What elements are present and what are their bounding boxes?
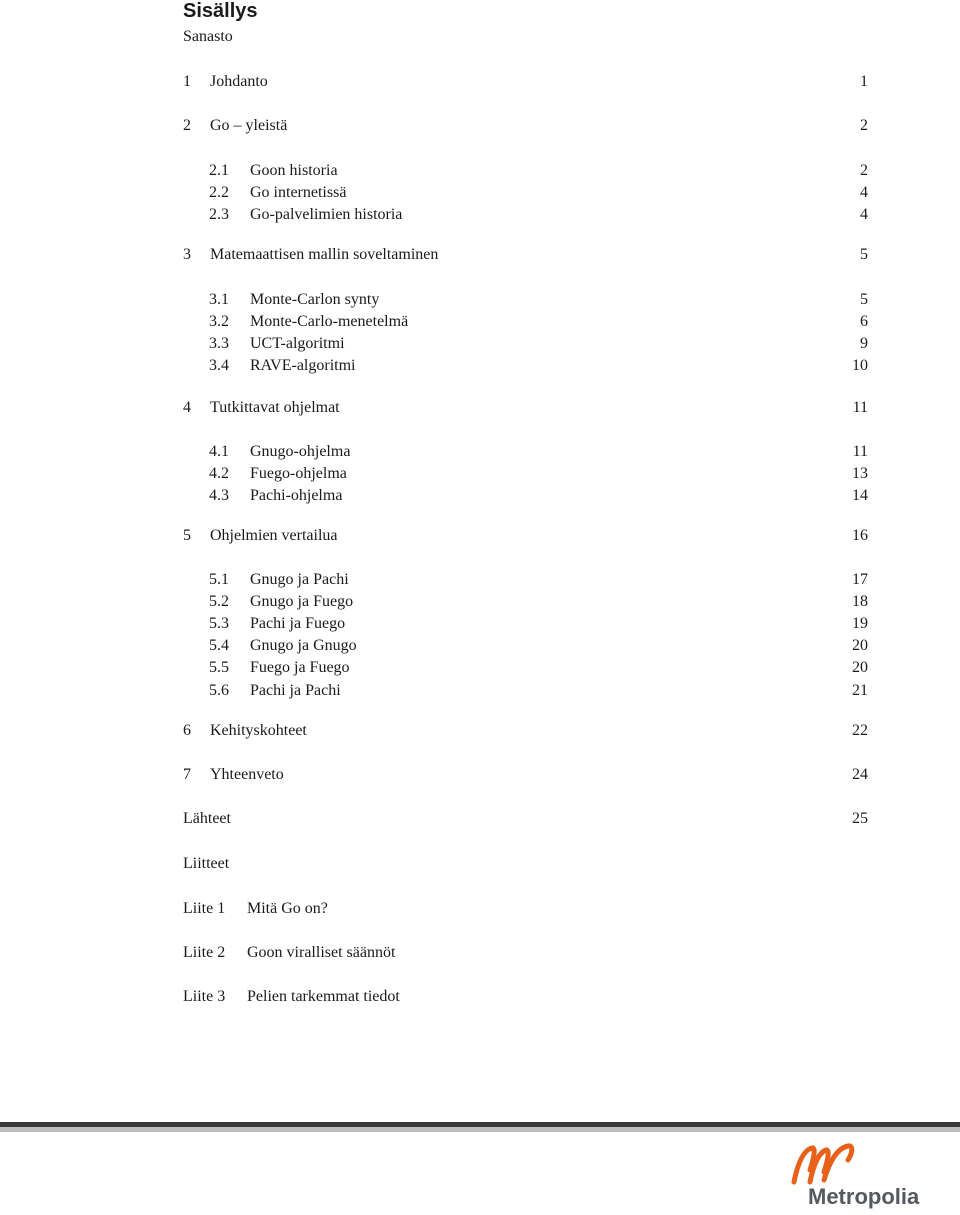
toc-entry-title: Yhteenveto (210, 766, 284, 783)
toc-entry-number: 5.2 (209, 593, 229, 610)
toc-entry-title: Pachi ja Pachi (250, 682, 341, 699)
toc-entry-number: 5.4 (209, 637, 229, 654)
toc-entry-number: 4.2 (209, 465, 229, 482)
toc-entry-number: 4 (183, 399, 191, 416)
toc-entry-title: Tutkittavat ohjelmat (210, 399, 340, 416)
toc-entry-title: Monte-Carlo-menetelmä (250, 313, 409, 330)
toc-entry-title: RAVE-algoritmi (250, 357, 356, 374)
toc-entry-page: 5 (860, 246, 868, 263)
toc-entry-page: 11 (852, 443, 868, 460)
toc-entry-title: Fuego-ohjelma (250, 465, 347, 482)
toc-entry-title: Go – yleistä (210, 117, 288, 134)
toc-entry-title: Go-palvelimien historia (250, 206, 403, 223)
toc-entry-page: 16 (852, 527, 868, 544)
toc-entry-number: Liite 1 (183, 900, 226, 917)
toc-entry-title: UCT-algoritmi (250, 335, 345, 352)
toc-entry-number: 6 (183, 722, 191, 739)
toc-entry-page: 6 (860, 313, 868, 330)
toc-entry-title: Matemaattisen mallin soveltaminen (210, 246, 439, 263)
toc-entry-number: 5.5 (209, 659, 229, 676)
toc-entry-page: 24 (852, 766, 868, 783)
metropolia-logo-mark (790, 1140, 930, 1210)
toc-entry-number: 5.1 (209, 571, 229, 588)
toc-entry-title: Gnugo ja Pachi (250, 571, 349, 588)
toc-entry-page: 20 (852, 659, 868, 676)
toc-entry-title: Pelien tarkemmat tiedot (247, 988, 400, 1005)
toc-entry-number: 3.2 (209, 313, 229, 330)
toc-entry-page: 4 (860, 206, 868, 223)
toc-entry-number: 3.1 (209, 291, 229, 308)
toc-entry-page: 1 (860, 73, 868, 90)
toc-entry-title: Fuego ja Fuego (250, 659, 350, 676)
toc-entry-title: Goon historia (250, 162, 338, 179)
toc-entry-page: 19 (852, 615, 868, 632)
toc-entry-number: Liite 3 (183, 988, 226, 1005)
toc-entry-number: 5.3 (209, 615, 229, 632)
toc-entry-number: 4.3 (209, 487, 229, 504)
toc-entry-title: Gnugo ja Gnugo (250, 637, 357, 654)
toc-entry-page: 13 (852, 465, 868, 482)
toc-entry-number: Liite 2 (183, 944, 226, 961)
toc-entry-page: 2 (860, 117, 868, 134)
toc-entry-title: Mitä Go on? (247, 900, 328, 917)
toc-entry-page: 17 (852, 571, 868, 588)
toc-entry-number: 3.3 (209, 335, 229, 352)
toc-entry-title: Sanasto (183, 28, 233, 45)
footer-bar (0, 1122, 960, 1132)
toc-entry-page: 25 (852, 810, 868, 827)
toc-entry-title: Kehityskohteet (210, 722, 307, 739)
toc-entry-page: 21 (852, 682, 868, 699)
metropolia-logo (790, 1140, 930, 1210)
toc-entry-title: Gnugo ja Fuego (250, 593, 354, 610)
toc-entry-number: 7 (183, 766, 191, 783)
toc-entry-title: Liitteet (183, 855, 230, 872)
toc-entry-number: 2.1 (209, 162, 229, 179)
toc-entry-page: 5 (860, 291, 868, 308)
toc-entry-page: 11 (852, 399, 868, 416)
toc-entry-title: Pachi-ohjelma (250, 487, 343, 504)
toc-entry-page: 22 (852, 722, 868, 739)
toc-entry-number: 2 (183, 117, 191, 134)
toc-entry-title: Goon viralliset säännöt (247, 944, 396, 961)
toc-entry-page: 4 (860, 184, 868, 201)
toc-entry-number: 1 (183, 73, 191, 90)
toc-entry-number: 3.4 (209, 357, 229, 374)
toc-entry-page: 2 (860, 162, 868, 179)
toc-entry-number: 3 (183, 246, 191, 263)
footer-bar-light (0, 1127, 960, 1132)
toc-entry-title: Ohjelmien vertailua (210, 527, 338, 544)
toc-entry-number: 5 (183, 527, 191, 544)
toc-entry-page: 14 (852, 487, 868, 504)
toc-entry-number: 2.3 (209, 206, 229, 223)
toc-entry-page: 20 (852, 637, 868, 654)
toc-entry-title: Lähteet (183, 810, 231, 827)
logo-wordmark: Metropolia (808, 1184, 920, 1209)
toc-entry-title: Go internetissä (250, 184, 347, 201)
toc-entry-title: Monte-Carlon synty (250, 291, 380, 308)
toc-entry-page: 10 (852, 357, 868, 374)
toc-entry-number: 5.6 (209, 682, 229, 699)
toc-title: Sisällys (183, 0, 258, 22)
toc-entry-page: 18 (852, 593, 868, 610)
toc-entry-title: Gnugo-ohjelma (250, 443, 351, 460)
toc-entry-number: 2.2 (209, 184, 229, 201)
toc-entry-number: 4.1 (209, 443, 229, 460)
toc-entry-page: 9 (860, 335, 868, 352)
toc-entry-title: Johdanto (210, 73, 268, 90)
toc-entry-title: Pachi ja Fuego (250, 615, 346, 632)
